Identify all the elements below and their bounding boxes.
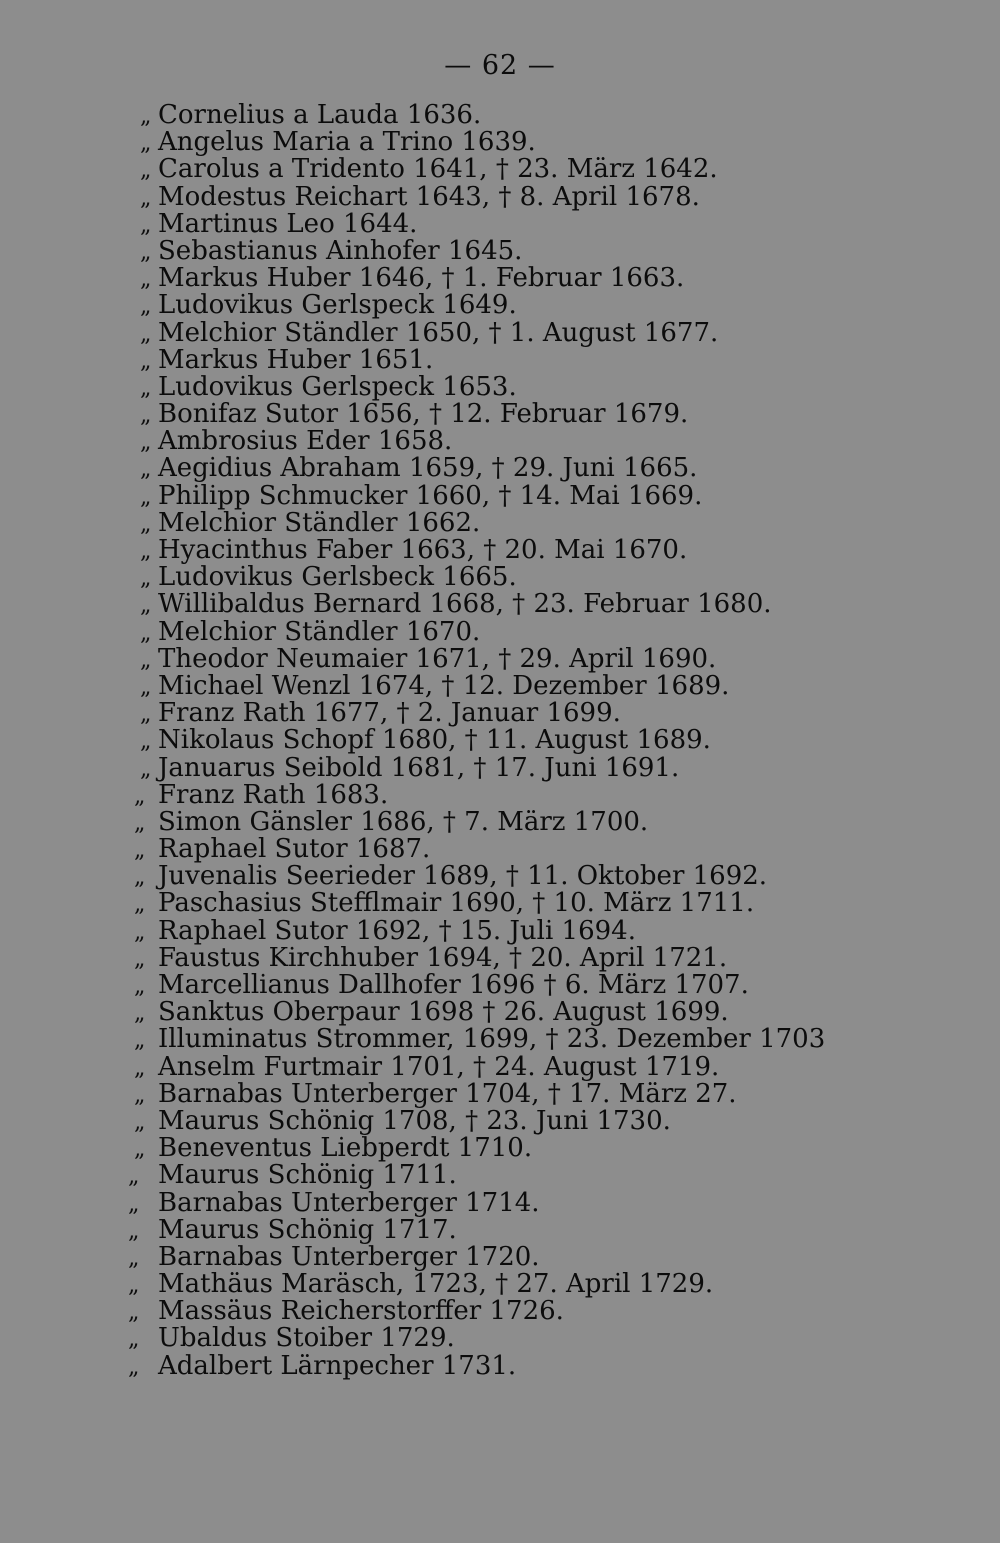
- list-item: [118, 1353, 978, 1380]
- ditto-mark: „: [134, 1137, 146, 1163]
- entry-text: Barnabas Unterberger 1720.: [158, 1243, 540, 1272]
- list-item: [118, 564, 978, 591]
- ditto-mark: „: [140, 403, 152, 429]
- entry-text: Franz Rath 1683.: [158, 781, 389, 809]
- ditto-mark: „: [140, 294, 152, 320]
- ditto-mark: „: [134, 1055, 146, 1081]
- entry-text: Willibaldus Bernard 1668, † 23. Februar 1680.: [158, 591, 772, 619]
- ditto-mark: „: [134, 974, 146, 999]
- list-item: [118, 347, 978, 374]
- list-item: [118, 374, 978, 401]
- ditto-mark: „: [140, 185, 152, 211]
- entry-text: Melchior Ständler 1650, † 1. August 1677.: [158, 319, 719, 347]
- entry-text: Ludovikus Gerlspeck 1649.: [158, 292, 517, 320]
- ditto-mark: „: [128, 1273, 140, 1299]
- ditto-mark: „: [134, 865, 146, 891]
- entry-text: Faustus Kirchhuber 1694, † 20. April 1721.: [158, 944, 728, 972]
- list-item: [118, 918, 978, 945]
- entry-text: Carolus a Tridento 1641, † 23. März 1642.: [158, 156, 718, 184]
- entry-text: Ludovikus Gerlspeck 1653.: [158, 373, 517, 402]
- ditto-mark: „: [128, 1300, 140, 1326]
- ditto-mark: „: [140, 131, 152, 157]
- entry-text: Ludovikus Gerlsbeck 1665.: [158, 564, 517, 592]
- entry-text: Ubaldus Stoiber 1729.: [158, 1325, 455, 1353]
- list-item: [118, 1162, 978, 1189]
- ditto-mark: „: [140, 104, 152, 129]
- ditto-mark: „: [140, 239, 152, 265]
- entry-text: Aegidius Abraham 1659, † 29. Juni 1665.: [158, 455, 698, 483]
- list-item: [118, 537, 978, 564]
- list-item: [118, 455, 978, 482]
- entry-text: Raphael Sutor 1692, † 15. Juli 1694.: [158, 917, 636, 945]
- entry-text: Nikolaus Schopf 1680, † 11. August 1689.: [158, 727, 711, 755]
- list-item: [118, 265, 978, 292]
- list-item: [118, 1026, 978, 1053]
- entry-text: Juvenalis Seerieder 1689, † 11. Oktober 1692.: [158, 863, 768, 891]
- list-item: [118, 782, 978, 809]
- list-item: [118, 591, 978, 618]
- list-item: [118, 320, 978, 347]
- list-item: [118, 890, 978, 917]
- entry-text: Franz Rath 1677, † 2. Januar 1699.: [158, 700, 621, 728]
- list-item: [118, 1108, 978, 1135]
- ditto-mark: „: [140, 620, 152, 646]
- ditto-mark: „: [134, 838, 146, 864]
- list-item: [118, 510, 978, 537]
- list-item: [118, 1081, 978, 1108]
- ditto-mark: „: [140, 321, 152, 347]
- list-item: [118, 156, 978, 183]
- ditto-mark: „: [140, 484, 152, 510]
- list-item: [118, 945, 978, 972]
- ditto-mark: „: [128, 1354, 140, 1380]
- page-number: — 62 —: [444, 50, 556, 81]
- entry-text: Markus Huber 1651.: [158, 346, 434, 374]
- entry-text: Angelus Maria a Trino 1639.: [158, 129, 536, 157]
- ditto-mark: „: [134, 1001, 146, 1027]
- ditto-mark: „: [134, 919, 146, 945]
- ditto-mark: „: [134, 892, 146, 918]
- entry-text: Barnabas Unterberger 1714.: [158, 1189, 540, 1217]
- entry-text: Maurus Schönig 1708, † 23. Juni 1730.: [158, 1107, 671, 1136]
- list-item: [118, 1298, 978, 1325]
- list-item: [118, 646, 978, 673]
- entry-text: Sanktus Oberpaur 1698 † 26. August 1699.: [158, 999, 729, 1027]
- ditto-mark: „: [128, 1164, 140, 1190]
- entry-text: Beneventus Liebperdt 1710.: [158, 1135, 533, 1163]
- list-item: [118, 700, 978, 727]
- ditto-mark: „: [140, 593, 152, 619]
- list-item: [118, 755, 978, 782]
- list-item: [118, 1325, 978, 1352]
- ditto-mark: „: [140, 539, 152, 564]
- entry-text: Hyacinthus Faber 1663, † 20. Mai 1670.: [158, 537, 688, 565]
- entry-text: Maurus Schönig 1717.: [158, 1216, 457, 1244]
- entry-text: Melchior Ständler 1662.: [158, 509, 481, 537]
- entry-text: Mathäus Maräsch, 1723, † 27. April 1729.: [158, 1271, 714, 1299]
- entry-text: Martinus Leo 1644.: [158, 210, 418, 238]
- list-item: [118, 972, 978, 999]
- list-item: [118, 1190, 978, 1217]
- ditto-mark: „: [134, 1082, 146, 1108]
- ditto-mark: „: [134, 783, 146, 809]
- entry-text: Adalbert Lärnpecher 1731.: [158, 1352, 517, 1380]
- ditto-mark: „: [140, 647, 152, 673]
- list-item: [118, 999, 978, 1026]
- list-item: [118, 619, 978, 646]
- entry-text: Maurus Schönig 1711.: [158, 1162, 457, 1190]
- entry-text: Anselm Furtmair 1701, † 24. August 1719.: [158, 1053, 720, 1081]
- ditto-mark: „: [140, 375, 152, 401]
- entry-text: Raphael Sutor 1687.: [158, 836, 431, 864]
- list-item: [118, 673, 978, 700]
- entry-text: Sebastianus Ainhofer 1645.: [158, 237, 523, 266]
- list-item: [118, 1135, 978, 1162]
- ditto-mark: „: [134, 1028, 146, 1054]
- list-item: [118, 292, 978, 319]
- ditto-mark: „: [128, 1327, 140, 1353]
- list-item: [118, 1054, 978, 1081]
- entry-text: Theodor Neumaier 1671, † 29. April 1690.: [158, 645, 717, 673]
- list-item: [118, 483, 978, 510]
- ditto-mark: „: [140, 729, 152, 755]
- ditto-mark: „: [134, 810, 146, 836]
- ditto-mark: „: [140, 756, 152, 782]
- ditto-mark: „: [140, 457, 152, 483]
- ditto-mark: „: [128, 1218, 140, 1244]
- ditto-mark: „: [140, 212, 152, 238]
- list-item: [118, 863, 978, 890]
- entry-text: Philipp Schmucker 1660, † 14. Mai 1669.: [158, 482, 703, 510]
- entry-text: Cornelius a Lauda 1636.: [158, 102, 482, 130]
- list-item: [118, 836, 978, 863]
- list-item: [118, 1217, 978, 1244]
- list-item: [118, 238, 978, 265]
- ditto-mark: „: [140, 158, 152, 184]
- list-item: [118, 1244, 978, 1271]
- entry-text: Simon Gänsler 1686, † 7. März 1700.: [158, 808, 649, 837]
- ditto-mark: „: [128, 1245, 140, 1271]
- list-item: [118, 428, 978, 455]
- entry-text: Januarus Seibold 1681, † 17. Juni 1691.: [158, 754, 680, 782]
- ditto-mark: „: [134, 946, 146, 972]
- list-item: [118, 727, 978, 754]
- list-item: [118, 184, 978, 211]
- entry-text: Marcellianus Dallhofer 1696 † 6. März 1707.: [158, 972, 749, 1000]
- entry-text: Bonifaz Sutor 1656, † 12. Februar 1679.: [158, 401, 689, 429]
- list-item: [118, 401, 978, 428]
- list-item: [118, 211, 978, 238]
- list-item: [118, 129, 978, 156]
- entry-text: Michael Wenzl 1674, † 12. Dezember 1689.: [158, 672, 730, 701]
- ditto-mark: „: [128, 1191, 140, 1217]
- ditto-mark: „: [140, 702, 152, 728]
- list-item: [118, 102, 978, 129]
- entry-text: Paschasius Stefflmair 1690, † 10. März 1711.: [158, 890, 755, 918]
- entry-text: Markus Huber 1646, † 1. Februar 1663.: [158, 265, 685, 293]
- entry-text: Melchior Ständler 1670.: [158, 618, 481, 646]
- entry-text: Modestus Reichart 1643, † 8. April 1678.: [158, 183, 700, 211]
- list-item: [118, 1271, 978, 1298]
- list-item: [118, 809, 978, 836]
- ditto-mark: „: [140, 566, 152, 592]
- ditto-mark: „: [140, 348, 152, 374]
- ditto-mark: „: [140, 430, 152, 456]
- entry-list: [118, 102, 978, 1380]
- ditto-mark: „: [140, 511, 152, 537]
- entry-text: Ambrosius Eder 1658.: [158, 428, 453, 456]
- ditto-mark: „: [134, 1109, 146, 1135]
- ditto-mark: „: [140, 674, 152, 700]
- entry-text: Illuminatus Strommer, 1699, † 23. Dezember 1703: [158, 1026, 826, 1054]
- entry-text: Barnabas Unterberger 1704, † 17. März 27.: [158, 1080, 737, 1108]
- ditto-mark: „: [140, 267, 152, 293]
- entry-text: Massäus Reicherstorffer 1726.: [158, 1298, 564, 1326]
